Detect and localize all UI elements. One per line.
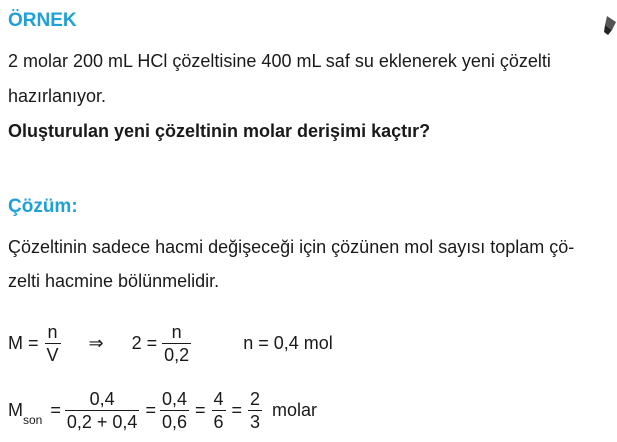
fraction-n-over-v: [45, 323, 61, 364]
question: Oluşturulan yeni çözeltinin molar derişimi kaçtır?: [8, 121, 431, 141]
fraction-denominator: 0,2: [164, 345, 190, 365]
fraction-denominator: V: [46, 345, 59, 365]
fraction-numerator: 2: [250, 389, 261, 409]
fraction-denominator: 3: [250, 412, 261, 432]
fraction-denominator: 0,2 + 0,4: [66, 412, 138, 432]
fraction-denominator: 0,6: [161, 412, 187, 432]
equals-sign: =: [145, 400, 156, 420]
statement-line-1: 2 molar 200 mL HCl çözeltisine 400 mL saf su eklenerek yeni çözelti: [8, 51, 551, 71]
fraction-numerator: 4: [213, 389, 224, 409]
statement-line-2: hazırlanıyor.: [8, 86, 107, 106]
fraction-2: [160, 390, 189, 431]
fraction-3: [212, 390, 226, 431]
pencil-icon: [604, 14, 617, 36]
unit-molar: molar: [272, 400, 318, 420]
fraction-numerator: n: [47, 322, 58, 342]
fraction-numerator: 0,4: [161, 389, 187, 409]
solution-heading: Çözüm:: [8, 196, 78, 217]
equals-sign: =: [231, 400, 243, 420]
m-subscript: son: [23, 412, 43, 427]
solution-line-2: zelti hacmine bölünmelidir.: [8, 271, 220, 291]
example-heading: ÖRNEK: [8, 10, 77, 31]
equals-sign: =: [194, 400, 206, 420]
fraction-4: [248, 390, 262, 431]
fraction-n-over-02: [162, 323, 191, 364]
fraction-denominator: 6: [213, 412, 224, 432]
formula-lhs: M =: [8, 333, 39, 353]
equals-sign: =: [50, 400, 61, 420]
fraction-1: [65, 390, 140, 431]
fraction-numerator: 0,4: [89, 389, 115, 409]
formula-molarity: [8, 323, 333, 364]
m-symbol: M: [8, 400, 23, 420]
solution-line-1: Çözeltinin sadece hacmi değişeceği için çözünen mol sayısı toplam çö-: [8, 237, 575, 257]
mol-result: n = 0,4 mol: [243, 333, 333, 353]
formula-lhs-2: 2 =: [131, 333, 158, 353]
formula-final-molarity: [8, 390, 317, 431]
implies-arrow: ⇒: [88, 333, 104, 353]
fraction-numerator: n: [171, 322, 182, 342]
